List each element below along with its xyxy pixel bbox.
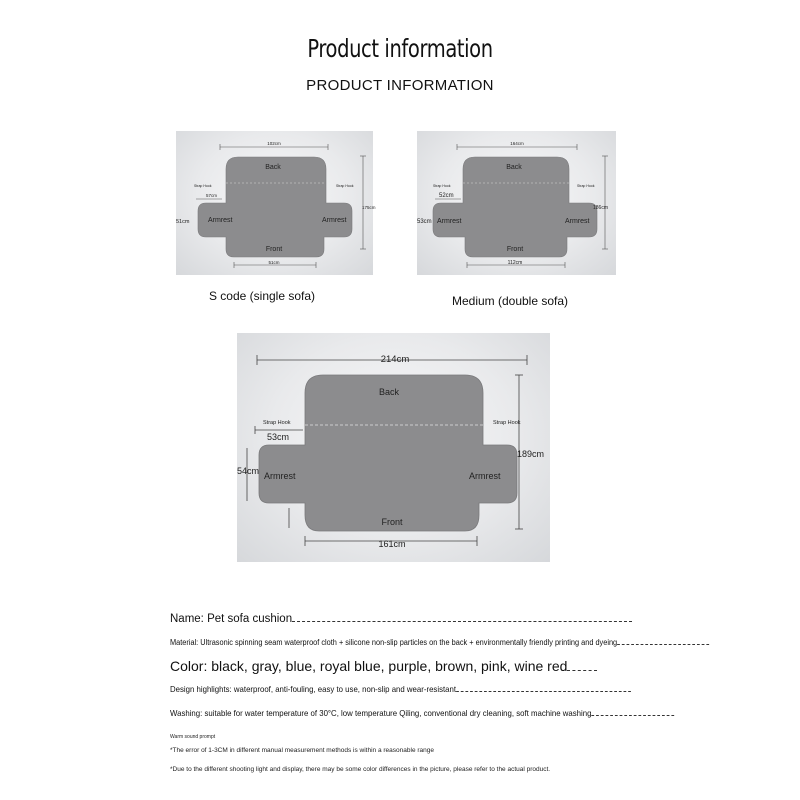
large-strap-right: Strap Hook: [493, 420, 521, 426]
small-strap-left: Strap Hook: [194, 184, 212, 188]
small-height-right: 175cm: [362, 205, 376, 210]
small-strap-right: Strap Hook: [336, 184, 354, 188]
large-armrest-right: Armrest: [469, 471, 501, 481]
large-width-bottom: 161cm: [378, 539, 406, 549]
spec-material: [170, 639, 709, 647]
small-back-label: Back: [265, 164, 281, 171]
page-title: Product information: [307, 34, 493, 63]
medium-armrest-left: Armrest: [437, 218, 462, 225]
large-front-label: Front: [381, 517, 403, 527]
spec-material-text: Material: Ultrasonic spinning seam waterproof cloth + silicone non-slip particles on the back + environmentally friendly printing and dyeing: [170, 638, 618, 647]
spec-washing-rule: [591, 714, 674, 716]
large-width-top: 214cm: [380, 354, 410, 365]
medium-strap-right: Strap Hook: [577, 184, 595, 188]
small-front-label: Front: [265, 246, 283, 253]
spec-design-text: Design highlights: waterproof, anti-fouling, easy to use, non-slip and wear-resistant: [170, 684, 457, 694]
note-line-2: *Due to the different shooting light and display, there may be some color differences in the picture, please refer to the actual product.: [170, 766, 551, 773]
diagram-large-panel: [237, 333, 550, 562]
small-armrest-left: Armrest: [208, 217, 233, 224]
large-height-right: 189cm: [517, 449, 545, 459]
medium-depth-left: 52cm: [439, 193, 454, 199]
diagram-medium-panel: [417, 131, 616, 275]
spec-design-rule: [456, 690, 631, 692]
spec-name-rule: [292, 620, 632, 622]
page-subtitle: PRODUCT INFORMATION: [306, 77, 494, 94]
spec-material-rule: [617, 643, 709, 645]
medium-width-bottom: 112cm: [507, 260, 523, 266]
diagram-small-panel: [176, 131, 376, 275]
spec-design: [170, 685, 631, 694]
medium-height-right: 186cm: [593, 205, 609, 211]
medium-width-top: 164cm: [510, 141, 524, 146]
large-strap-left: Strap Hook: [263, 420, 291, 426]
medium-armrest-right: Armrest: [565, 218, 590, 225]
spec-washing: [170, 709, 674, 718]
caption-medium: Medium (double sofa): [451, 294, 569, 308]
spec-washing-text: Washing: suitable for water temperature of 30°C, low temperature Qiling, conventional dry cleaning, soft machine washing: [170, 708, 592, 718]
small-width-bottom: 51cm: [268, 260, 280, 265]
note-line-1: *The error of 1-3CM in different manual measurement methods is within a reasonable range: [170, 747, 434, 754]
large-back-label: Back: [378, 387, 400, 397]
caption-small: S code (single sofa): [208, 289, 316, 303]
large-depth-left: 53cm: [267, 432, 290, 442]
small-arm-left: 51cm: [176, 219, 190, 225]
diagram-small: [176, 131, 376, 275]
small-armrest-right: Armrest: [322, 217, 347, 224]
medium-front-label: Front: [506, 246, 524, 253]
spec-name-text: Name: Pet sofa cushion: [170, 613, 293, 625]
spec-color-rule: [567, 669, 597, 671]
diagram-medium: [417, 131, 616, 275]
small-width-top: 102cm: [267, 141, 281, 146]
diagram-large: [237, 333, 550, 562]
small-depth-left: 57cm: [206, 193, 218, 198]
medium-strap-left: Strap Hook: [433, 184, 451, 188]
large-arm-left: 54cm: [237, 466, 260, 476]
medium-arm-left: 53cm: [417, 219, 432, 225]
medium-back-label: Back: [506, 164, 522, 171]
spec-color: [170, 659, 597, 673]
note-heading: Warm sound prompt: [170, 734, 216, 740]
spec-name: [170, 614, 632, 626]
spec-color-text: Color: black, gray, blue, royal blue, purple, brown, pink, wine red: [170, 658, 568, 674]
large-armrest-left: Armrest: [264, 471, 296, 481]
